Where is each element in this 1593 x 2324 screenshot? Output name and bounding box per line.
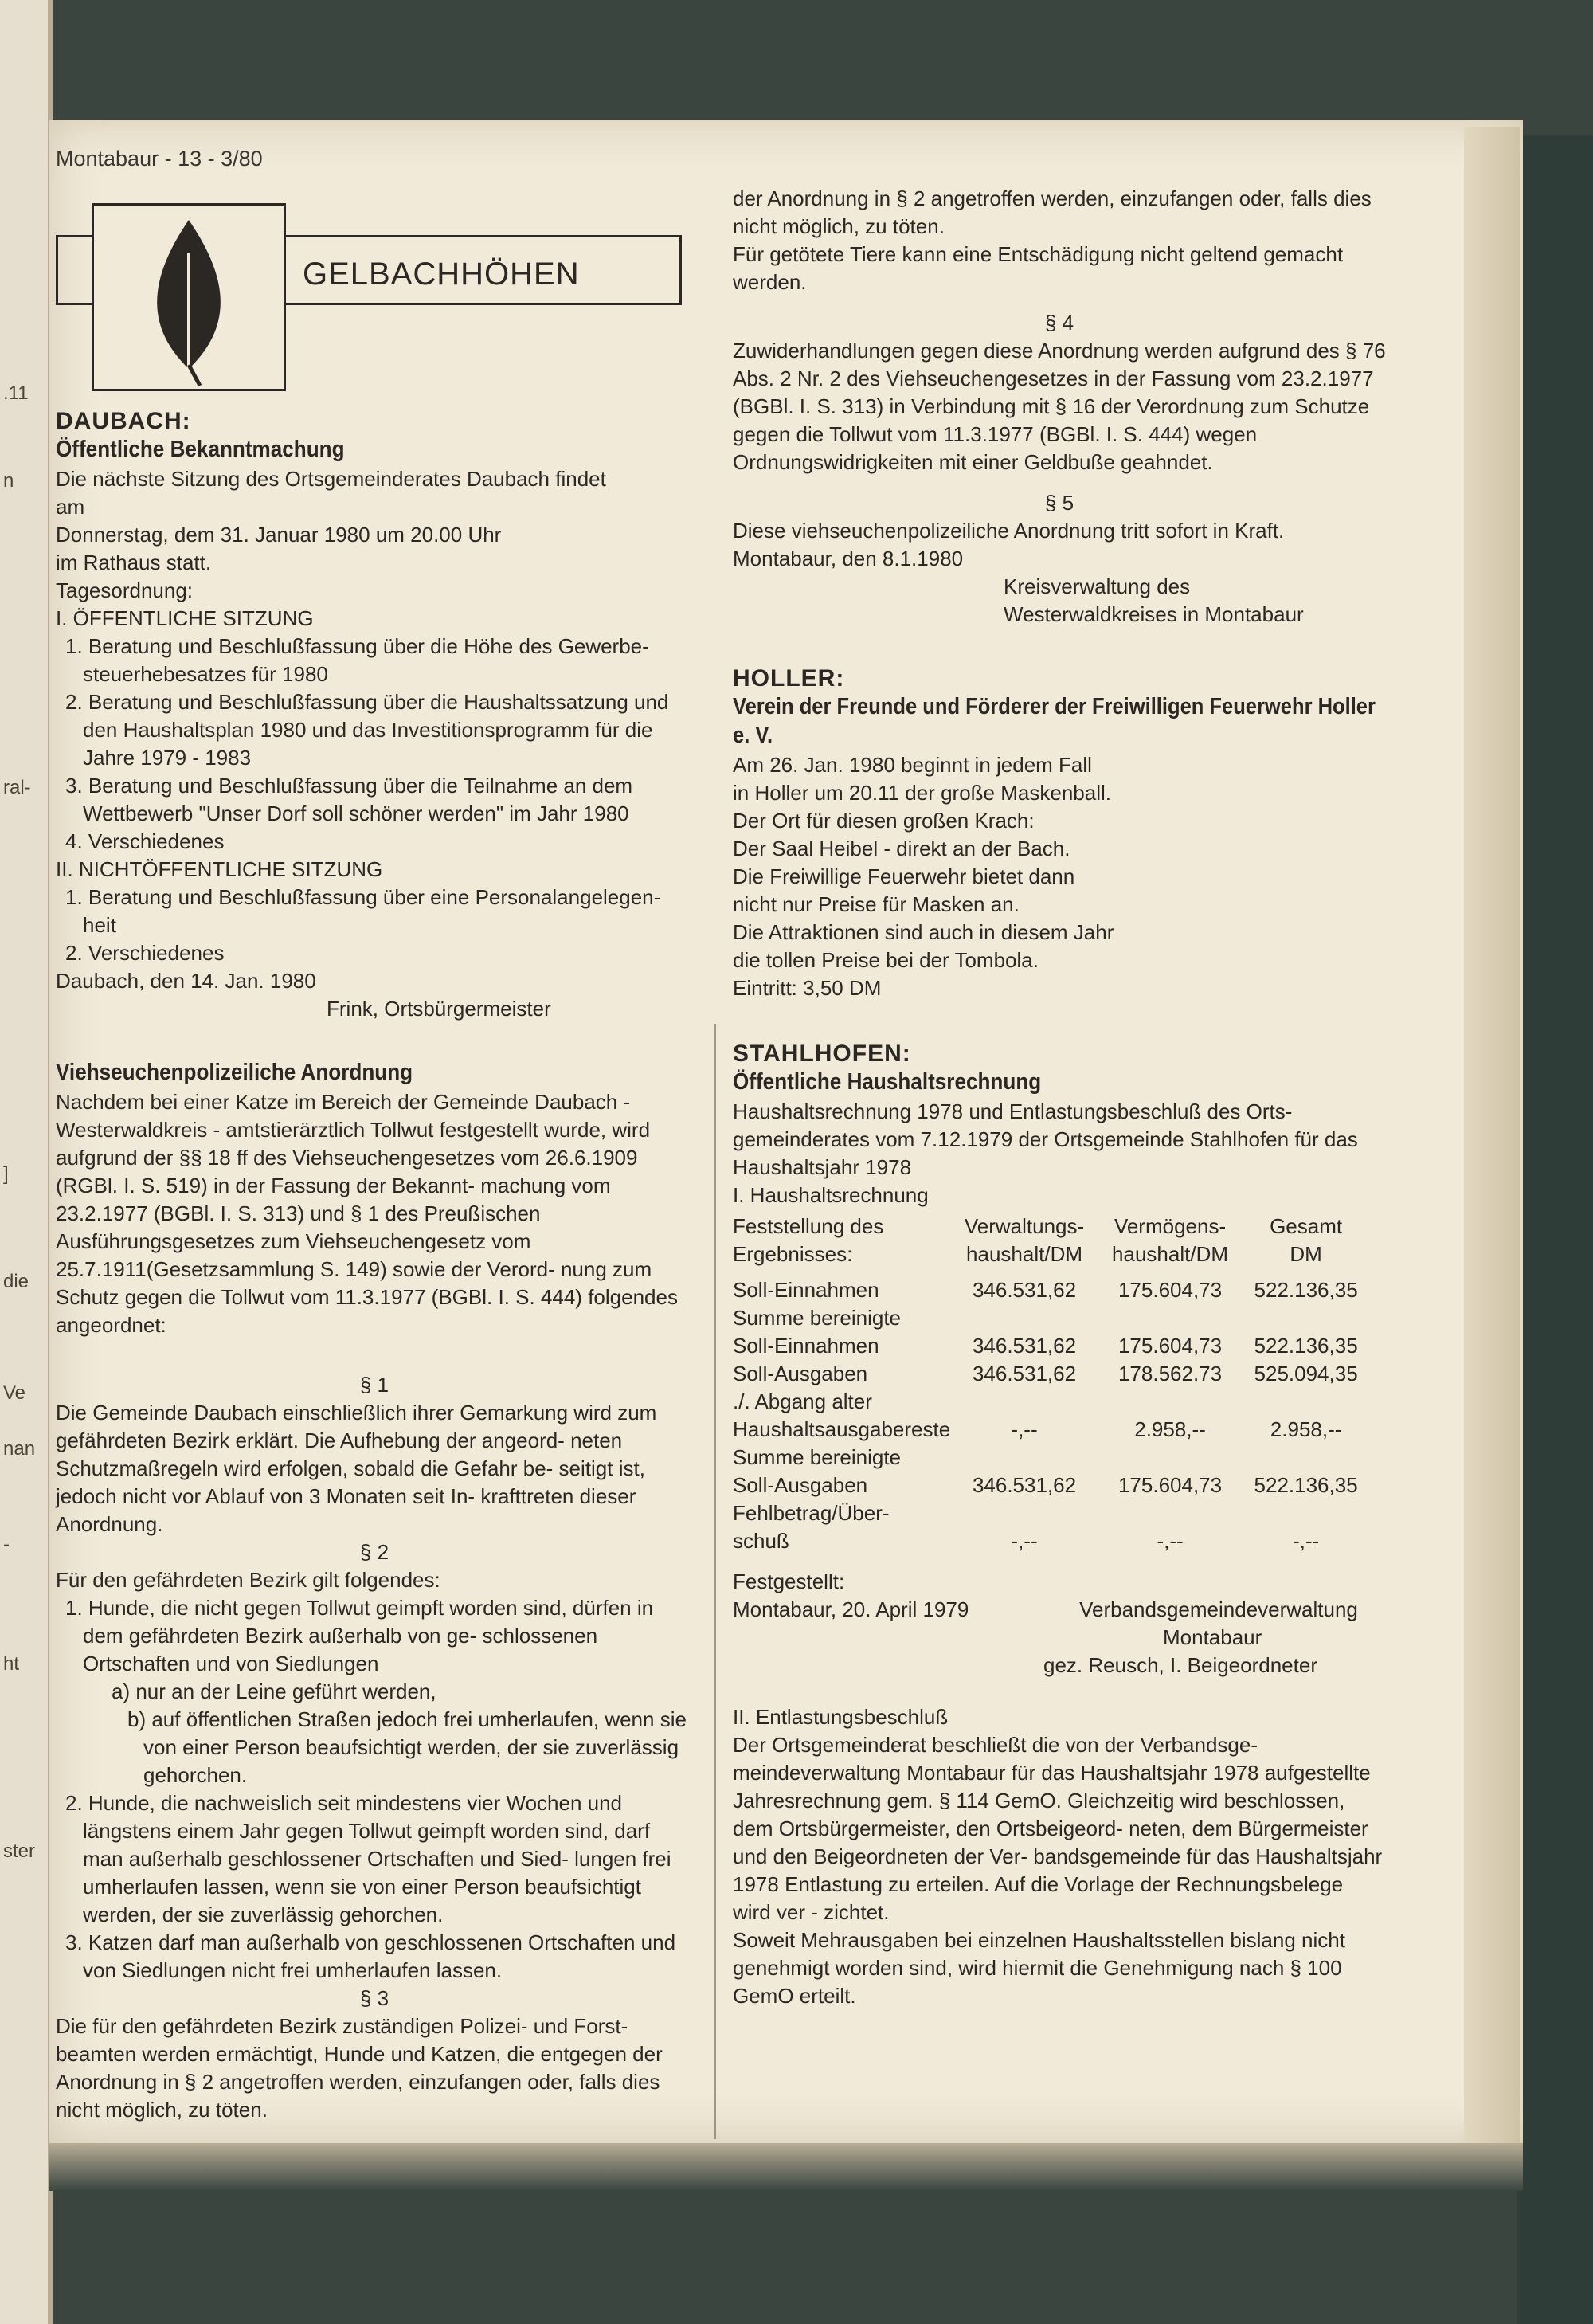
signature-line: gez. Reusch, I. Beigeordneter — [1043, 1653, 1317, 1677]
section-title: Öffentliche Bekanntmachung — [56, 437, 345, 462]
column-divider — [714, 1024, 716, 2139]
page-edge — [1464, 127, 1520, 2143]
table-cell: 522.136,35 — [1254, 1334, 1358, 1358]
paragraph: Die für den gefährdeten Bezirk zuständigen Polizei- und Forst- beamten werden ermächtigt, Hunde und Katzen, die entgegen der Anordnung in § 2 angetroffen werden, einzufangen oder, falls dies nicht möglich, zu töten. — [56, 2014, 663, 2122]
table-header: DM — [1290, 1242, 1322, 1266]
subsection-heading: I. Haushaltsrechnung — [733, 1183, 929, 1207]
table-row — [733, 1304, 1370, 1332]
table-row — [733, 1416, 1370, 1444]
paragraph-heading: § 3 — [359, 1986, 389, 2010]
table-cell: schuß — [733, 1529, 789, 1553]
page-header: Montabaur - 13 - 3/80 — [56, 147, 263, 170]
table-cell: Soll-Einnahmen — [733, 1278, 879, 1302]
finance-table — [733, 1213, 1370, 1555]
paragraph: Die Gemeinde Daubach einschließlich ihrer Gemarkung wird zum gefährdeten Bezirk erklärt. Die Aufhebung der angeord- neten Schutzmaßregeln wird erfolgen, sobald die Gefahr be- seitigt ist, jedoch nicht vor Ablauf von 3 Monaten seit In- krafttreten dieser Anordnung. — [56, 1401, 657, 1536]
table-cell: 175.604,73 — [1117, 1334, 1223, 1358]
paragraph-heading: § 1 — [359, 1373, 389, 1397]
table-cell: 178.562.73 — [1117, 1362, 1223, 1385]
table-row — [733, 1388, 1370, 1416]
margin-fragment: n — [3, 470, 14, 492]
text-line: Festgestellt: — [733, 1570, 845, 1593]
section-place: STAHLHOFEN: — [733, 1041, 911, 1067]
margin-fragment: - — [3, 1534, 10, 1555]
section-title: Viehseuchenpolizeiliche Anordnung — [56, 1060, 413, 1085]
list-item: 3. Katzen darf man außerhalb von geschlossenen Ortschaften und von Siedlungen nicht frei umherlaufen lassen. — [65, 1930, 676, 1982]
margin-fragment: .11 — [3, 382, 29, 404]
table-cell: -,-- — [1293, 1529, 1320, 1553]
table-cell: 175.604,73 — [1117, 1473, 1223, 1497]
paragraph: Der Ortsgemeinderat beschließt die von der Verbandsge- meindeverwaltung Montabaur für das Haushaltsjahr 1978 aufgestellte Jahresrechnung gem. § 114 GemO. Gleichzeitig wird beschlossen, dem Ortsbürgermeister, den Ortsbeigeord- neten, dem Bürgermeister und den Beigeordneten der Ver- bandsgemeinde für das Haushaltsjahr 1978 Entlastung zu erteilen. Auf die Vorlage der Rechnungsbelege wird ver - zichtet. — [733, 1733, 1383, 1924]
text-line: Eintritt: 3,50 DM — [733, 976, 882, 1000]
table-cell: 522.136,35 — [1254, 1278, 1358, 1302]
list-item: 2. Hunde, die nachweislich seit mindestens vier Wochen und längstens einem Jahr gegen Tollwut geimpft worden sind, darf man außerhalb geschlossener Ortschaften und Sied- lungen frei umherlaufen lassen, wenn sie von einer Person beaufsichtigt werden, der sie zuverlässig gehorchen. — [65, 1791, 671, 1926]
section-place: DAUBACH: — [56, 408, 191, 434]
table-cell: -,-- — [1011, 1529, 1038, 1553]
text-line: Die nächste Sitzung des Ortsgemeinderates Daubach findet — [56, 467, 606, 491]
table-cell: -,-- — [1011, 1417, 1038, 1441]
date-line: Montabaur, 20. April 1979 — [733, 1597, 969, 1621]
table-header-label: Feststellung des Ergebnisses: — [733, 1214, 884, 1266]
table-row — [733, 1276, 1370, 1304]
table-cell: 2.958,-- — [1134, 1417, 1206, 1441]
list-item: a) nur an der Leine geführt werden, — [112, 1679, 436, 1703]
text-line: Am 26. Jan. 1980 beginnt in jedem Fall — [733, 753, 1092, 777]
date-line: Daubach, den 14. Jan. 1980 — [56, 969, 316, 993]
table-header-row — [733, 1213, 1370, 1240]
table-cell: 346.531,62 — [972, 1334, 1077, 1358]
margin-fragment: ral- — [3, 777, 31, 798]
section-title: Verein der Freunde und Förderer der Freiwilligen Feuerwehr Holler e. V. — [733, 694, 1376, 748]
table-cell: 522.136,35 — [1254, 1473, 1358, 1497]
margin-fragment: ster — [3, 1840, 36, 1862]
signature-line: Kreisverwaltung des — [1004, 574, 1191, 598]
margin-fragment: ht — [3, 1653, 20, 1675]
text-line: Tagesordnung: — [56, 578, 194, 602]
signature-line: Westerwaldkreises in Montabaur — [1004, 602, 1304, 626]
signature-line: Montabaur — [1163, 1625, 1262, 1649]
paragraph-heading: § 4 — [1044, 311, 1074, 335]
table-row — [733, 1472, 1370, 1499]
paragraph-continued: der Anordnung in § 2 angetroffen werden, einzufangen oder, falls dies nicht möglich, zu töten. — [733, 186, 1372, 238]
table-header: Gesamt — [1270, 1214, 1343, 1238]
table-cell: Summe bereinigte — [733, 1306, 901, 1330]
paragraph-heading: § 5 — [1044, 491, 1074, 515]
text-line: in Holler um 20.11 der große Maskenball. — [733, 781, 1111, 805]
table-row — [733, 1332, 1370, 1360]
agenda-heading: II. NICHTÖFFENTLICHE SITZUNG — [56, 857, 383, 881]
table-header: haushalt/DM — [1112, 1242, 1229, 1266]
date-line: Montabaur, den 8.1.1980 — [733, 547, 964, 570]
adjacent-page-strip — [0, 0, 53, 2324]
paragraph: Zuwiderhandlungen gegen diese Anordnung werden aufgrund des § 76 Abs. 2 Nr. 2 des Viehseuchengesetzes in der Fassung vom 23.2.1977 (BGBl. I. S. 313) in Verbindung mit § 16 der Verordnung zum Schutze gegen die Tollwut vom 11.3.1977 (BGBl. I. S. 444) wegen Ordnungswidrigkeiten mit einer Geldbuße geahndet. — [733, 339, 1386, 474]
text-line: Der Saal Heibel - direkt an der Bach. — [733, 837, 1070, 860]
signature-line: Verbandsgemeindeverwaltung — [1079, 1597, 1358, 1621]
table-cell: 175.604,73 — [1117, 1278, 1223, 1302]
text-line: am — [56, 495, 85, 519]
right-column — [733, 188, 1386, 2010]
left-column — [56, 145, 693, 2122]
logo-banner — [56, 187, 693, 390]
book-binding — [1517, 135, 1593, 2324]
table-row — [733, 1527, 1370, 1555]
table-cell: 346.531,62 — [972, 1278, 1077, 1302]
table-cell: 2.958,-- — [1270, 1417, 1342, 1441]
agenda-item: 2. Verschiedenes — [65, 941, 225, 965]
table-row — [733, 1499, 1370, 1527]
paragraph: Nachdem bei einer Katze im Bereich der Gemeinde Daubach - Westerwaldkreis - amtstierärztlich Tollwut festgestellt wurde, wird aufgrund der §§ 18 ff des Viehseuchengesetzes vom 26.6.1909 (RGBl. I. S. 519) in der Fassung der Bekannt- machung vom 23.2.1977 (BGBl. I. S. 313) und § 1 des Preußischen Ausführungsgesetzes zum Viehseuchengesetz vom 25.7.1911(Gesetzsammlung S. 149) sowie der Verord- nung zum Schutz gegen die Tollwut vom 11.3.1977 (BGBl. I. S. 444) folgendes angeordnet: — [56, 1090, 678, 1337]
section-title: Öffentliche Haushaltsrechnung — [733, 1069, 1042, 1095]
logo-title: GELBACHHÖHEN — [303, 257, 580, 292]
table-cell: Haushaltsausgabereste — [733, 1417, 951, 1441]
list-item: b) auf öffentlichen Straßen jedoch frei umherlaufen, wenn sie von einer Person beaufsichtigt werden, der sie zuverlässig gehorchen. — [127, 1707, 687, 1787]
agenda-item: 1. Beratung und Beschlußfassung über die Höhe des Gewerbe- steuerhebesatzes für 1980 — [65, 634, 649, 686]
paragraph: Haushaltsrechnung 1978 und Entlastungsbeschluß des Orts- gemeinderates vom 7.12.1979 der Ortsgemeinde Stahlhofen für das Haushaltsjahr 1978 — [733, 1099, 1358, 1179]
margin-fragment: nan — [3, 1438, 36, 1460]
margin-fragment: ] — [3, 1163, 9, 1185]
table-cell: Summe bereinigte — [733, 1445, 901, 1469]
table-cell: ./. Abgang alter — [733, 1389, 872, 1413]
logo-square — [92, 203, 286, 391]
subsection-heading: II. Entlastungsbeschluß — [733, 1705, 949, 1729]
text-line: Die Attraktionen sind auch in diesem Jahr — [733, 920, 1114, 944]
text-line: nicht nur Preise für Masken an. — [733, 892, 1020, 916]
list-item: 1. Hunde, die nicht gegen Tollwut geimpft worden sind, dürfen in dem gefährdeten Bezirk außerhalb von ge- schlossenen Ortschaften und von Siedlungen — [65, 1596, 654, 1675]
table-row — [733, 1360, 1370, 1388]
table-cell: Soll-Ausgaben — [733, 1473, 868, 1497]
paragraph: Diese viehseuchenpolizeiliche Anordnung tritt sofort in Kraft. — [733, 519, 1285, 543]
table-cell: Fehlbetrag/Über- — [733, 1501, 890, 1525]
agenda-item: 1. Beratung und Beschlußfassung über eine Personalangelegen- heit — [65, 885, 661, 937]
table-cell: 346.531,62 — [972, 1362, 1077, 1385]
margin-fragment: Ve — [3, 1382, 26, 1404]
table-cell: -,-- — [1157, 1529, 1184, 1553]
text-line: die tollen Preise bei der Tombola. — [733, 948, 1039, 972]
text-line: im Rathaus statt. — [56, 551, 212, 574]
leaf-icon — [94, 206, 284, 389]
margin-fragment: die — [3, 1271, 29, 1292]
text-line: Der Ort für diesen großen Krach: — [733, 809, 1035, 833]
agenda-item: 2. Beratung und Beschlußfassung über die Haushaltssatzung und den Haushaltsplan 1980 und das Investitionsprogramm für die Jahre 1979 - 1983 — [65, 690, 669, 770]
table-header: Vermögens- — [1114, 1214, 1227, 1238]
table-row — [733, 1444, 1370, 1472]
signature-block — [733, 1596, 1370, 1624]
paragraph: Für den gefährdeten Bezirk gilt folgendes: — [56, 1568, 440, 1592]
paragraph: Für getötete Tiere kann eine Entschädigung nicht geltend gemacht werden. — [733, 242, 1344, 294]
table-cell: 525.094,35 — [1254, 1362, 1358, 1385]
table-header: haushalt/DM — [966, 1242, 1083, 1266]
paragraph: Soweit Mehrausgaben bei einzelnen Haushaltsstellen bislang nicht genehmigt worden sind, wird hiermit die Genehmigung nach § 100 GemO erteilt. — [733, 1928, 1345, 2008]
table-cell: Soll-Einnahmen — [733, 1334, 879, 1358]
agenda-item: 4. Verschiedenes — [65, 829, 225, 853]
text-line: Die Freiwillige Feuerwehr bietet dann — [733, 864, 1075, 888]
table-header: Verwaltungs- — [964, 1214, 1085, 1238]
table-cell: Soll-Ausgaben — [733, 1362, 868, 1385]
page-shadow — [49, 2143, 1523, 2191]
paragraph-heading: § 2 — [359, 1540, 389, 1564]
table-cell: 346.531,62 — [972, 1473, 1077, 1497]
agenda-heading: I. ÖFFENTLICHE SITZUNG — [56, 606, 314, 630]
text-line: Donnerstag, dem 31. Januar 1980 um 20.00 Uhr — [56, 523, 502, 547]
section-place: HOLLER: — [733, 665, 845, 692]
agenda-item: 3. Beratung und Beschlußfassung über die Teilnahme an dem Wettbewerb "Unser Dorf soll schöner werden" im Jahr 1980 — [65, 774, 633, 825]
signature: Frink, Ortsbürgermeister — [327, 997, 551, 1021]
